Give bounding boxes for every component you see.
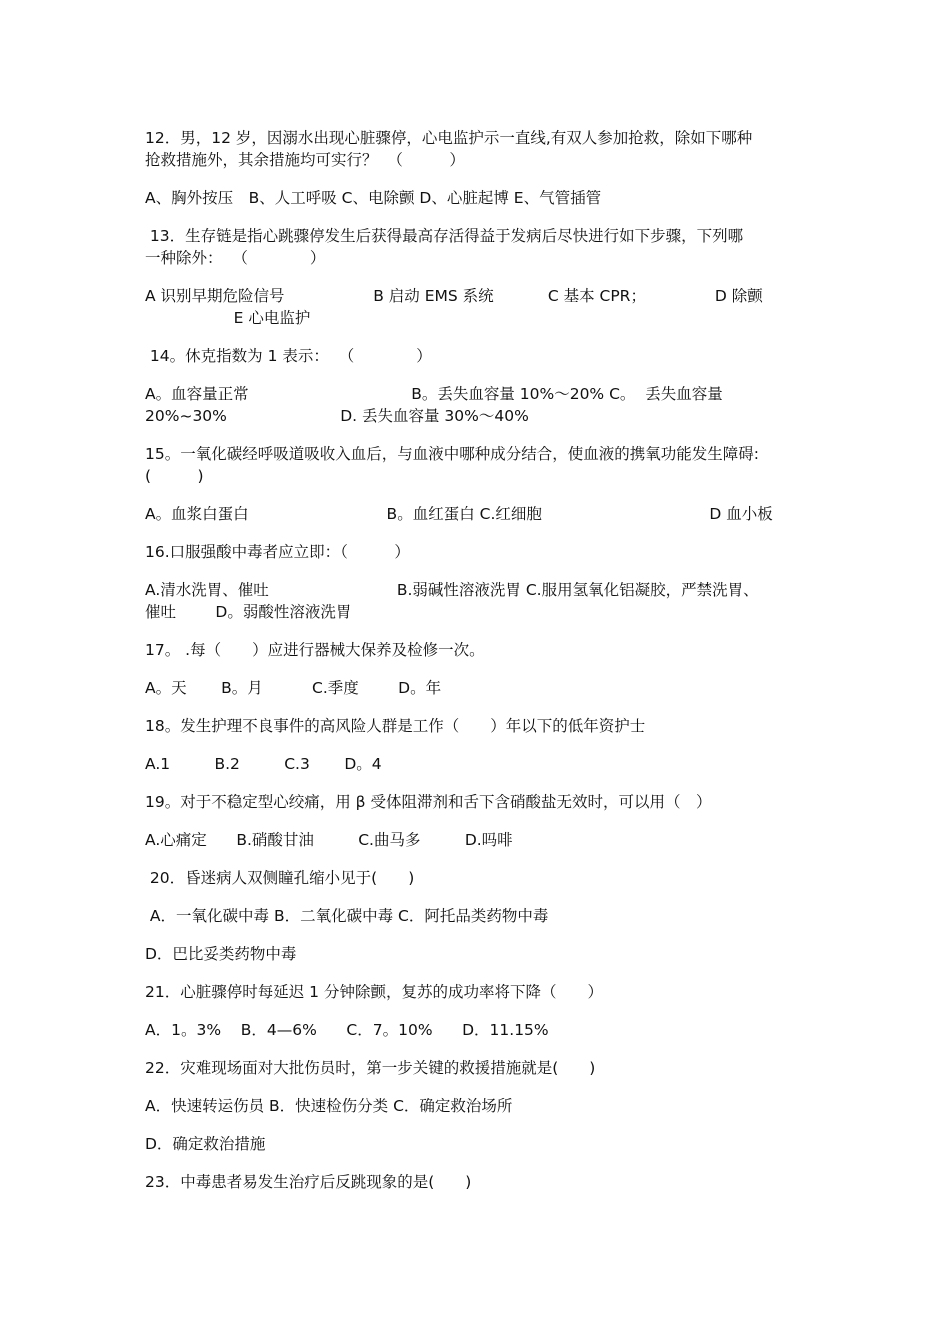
q12-stem-line2: 抢救措施外，其余措施均可实行？ （ ） <box>145 151 465 169</box>
q20-options-line1: A．一氧化碳中毒 B．二氧化碳中毒 C．阿托品类药物中毒 <box>145 907 549 925</box>
q22-options-line2: D．确定救治措施 <box>145 1135 266 1153</box>
q15-stem-line2: ( ) <box>145 467 204 485</box>
q17-stem: 17。 .每（ ）应进行器械大保养及检修一次。 <box>145 641 485 659</box>
q18-stem: 18。发生护理不良事件的高风险人群是工作（ ）年以下的低年资护士 <box>145 717 646 735</box>
q16-options-line1: A.清水洗胃、催吐 B.弱碱性溶液洗胃 C.服用氢氧化铝凝胶，严禁洗胃、 <box>145 581 759 599</box>
q14-options-line2: 20%~30% D. 丢失血容量 30%～40% <box>145 407 529 425</box>
q13-options-line2: E 心电监护 <box>145 309 311 327</box>
q13-options-line1: A 识别早期危险信号 B 启动 EMS 系统 C 基本 CPR； D 除颤 <box>145 287 763 305</box>
q16-stem: 16.口服强酸中毒者应立即：（ ） <box>145 543 410 561</box>
q20-options-line2: D．巴比妥类药物中毒 <box>145 945 297 963</box>
q18-options: A.1 B.2 C.3 D。4 <box>145 755 382 773</box>
q12-stem-line1: 12．男，12 岁，因溺水出现心脏骤停，心电监护示一直线,有双人参加抢救，除如下哪种 <box>145 129 753 147</box>
q17-options: A。天 B。月 C.季度 D。年 <box>145 679 442 697</box>
q12-options: A、胸外按压 B、人工呼吸 C、电除颤 D、心脏起博 E、气管插管 <box>145 189 602 207</box>
q15-options: A。血浆白蛋白 B。血红蛋白 C.红细胞 D 血小板 <box>145 505 773 523</box>
q20-stem: 20．昏迷病人双侧瞳孔缩小见于( ) <box>145 869 415 887</box>
q13-stem-line2: 一种除外： （ ） <box>145 249 326 267</box>
q21-stem: 21．心脏骤停时每延迟 1 分钟除颤，复苏的成功率将下降（ ） <box>145 983 603 1001</box>
q23-stem: 23．中毒患者易发生治疗后反跳现象的是( ) <box>145 1173 472 1191</box>
q14-stem: 14。休克指数为 1 表示： （ ） <box>145 347 432 365</box>
q19-options: A.心痛定 B.硝酸甘油 C.曲马多 D.吗啡 <box>145 831 513 849</box>
q22-stem: 22．灾难现场面对大批伤员时，第一步关键的救援措施就是( ) <box>145 1059 596 1077</box>
q16-options-line2: 催吐 D。弱酸性溶液洗胃 <box>145 603 352 621</box>
q15-stem-line1: 15。一氧化碳经呼吸道吸收入血后，与血液中哪种成分结合，使血液的携氧功能发生障碍: <box>145 445 759 463</box>
q14-options-line1: A。血容量正常 B。丢失血容量 10%～20% C。 丢失血容量 <box>145 385 723 403</box>
q13-stem-line1: 13．生存链是指心跳骤停发生后获得最高存活得益于发病后尽快进行如下步骤，下列哪 <box>145 227 744 245</box>
q19-stem: 19。对于不稳定型心绞痛，用 β 受体阻滞剂和舌下含硝酸盐无效时，可以用（ ） <box>145 793 712 811</box>
q21-options: A．1。3% B．4—6% C．7。10% D．11.15% <box>145 1021 549 1039</box>
q22-options-line1: A．快速转运伤员 B．快速检伤分类 C．确定救治场所 <box>145 1097 513 1115</box>
